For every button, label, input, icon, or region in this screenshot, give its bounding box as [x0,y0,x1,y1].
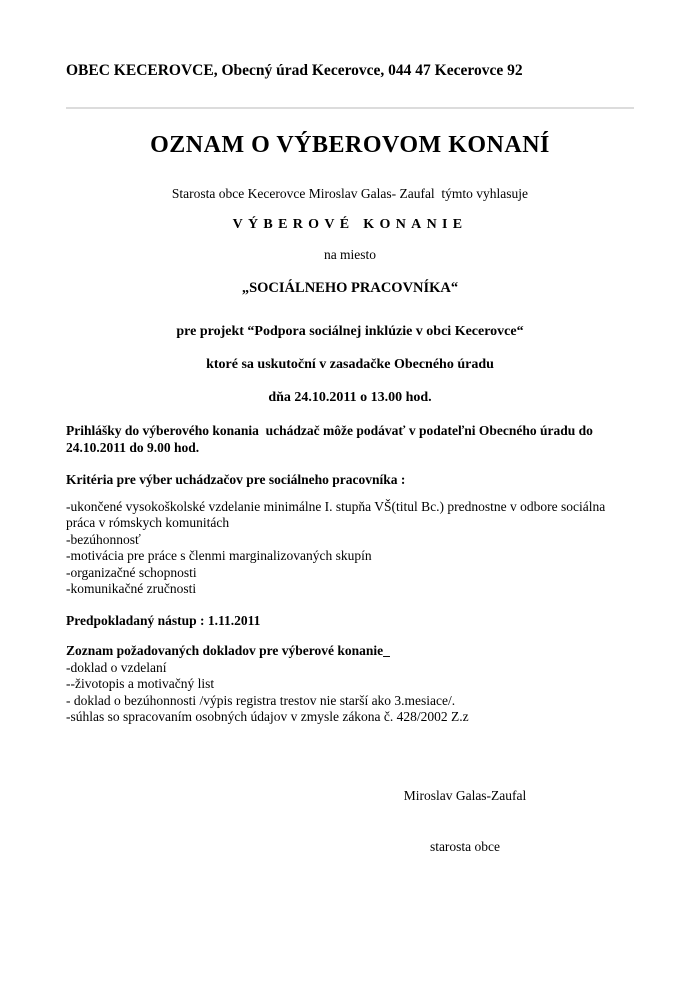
header-divider [66,107,634,109]
document-item: - doklad o bezúhonnosti /výpis registra trestov nie starší ako 3.mesiace/. [66,692,456,708]
criteria-heading: Kritéria pre výber uchádzačov pre sociálneho pracovníka : [66,472,406,487]
document-item: -súhlas so spracovaním osobných údajov v zmysle zákona č. 428/2002 Z.z [66,709,469,724]
page-title: OZNAM O VÝBEROVOM KONANÍ [150,132,550,158]
document-item: -doklad o vzdelaní [66,659,167,675]
date-time-line: dňa 24.10.2011 o 13.00 hod. [268,390,432,405]
signature-name: Miroslav Galas-Zaufal [403,787,527,803]
document-item: --životopis a motivačný list [66,676,215,691]
proceeding-line: VÝBEROVÉ KONANIE [232,217,468,232]
position-title: „SOCIÁLNEHO PRACOVNÍKA“ [241,280,459,296]
intro-line: Starosta obce Kecerovce Miroslav Galas- Zaufal týmto vyhlasuje [171,186,529,201]
criteria-item: -komunikačné zručnosti [66,581,197,596]
start-date-line: Predpokladaný nástup : 1.11.2011 [66,612,261,628]
criteria-item: -bezúhonnosť [66,531,141,547]
venue-line: ktoré sa uskutoční v zasadačke Obecného úradu [206,357,494,372]
signature-role: starosta obce [429,838,501,854]
criteria-item: -motivácia pre práce s členmi marginalizovaných skupín [66,548,372,563]
applications-paragraph: Prihlášky do výberového konania uchádzač môže podávať v podateľni Obecného úradu do 24.10.2011 do 9.00 hod. [66,423,597,455]
criteria-item: -organizačné schopnosti [66,564,197,580]
documents-list [66,660,634,726]
signature-block [400,753,530,889]
criteria-list [66,499,634,598]
municipality-header: OBEC KECEROVCE, Obecný úrad Kecerovce, 044 47 Kecerovce 92 [66,62,523,79]
for-position-line: na miesto [323,247,377,262]
documents-heading: Zoznam požadovaných dokladov pre výberové konanie_ [66,643,390,658]
project-line: pre projekt “Podpora sociálnej inklúzie v obci Kecerovce“ [176,324,524,339]
criteria-item: -ukončené vysokoškolské vzdelanie minimálne I. stupňa VŠ(titul Bc.) prednostne v odbore sociálna práca v rómskych komunitách [66,498,609,530]
